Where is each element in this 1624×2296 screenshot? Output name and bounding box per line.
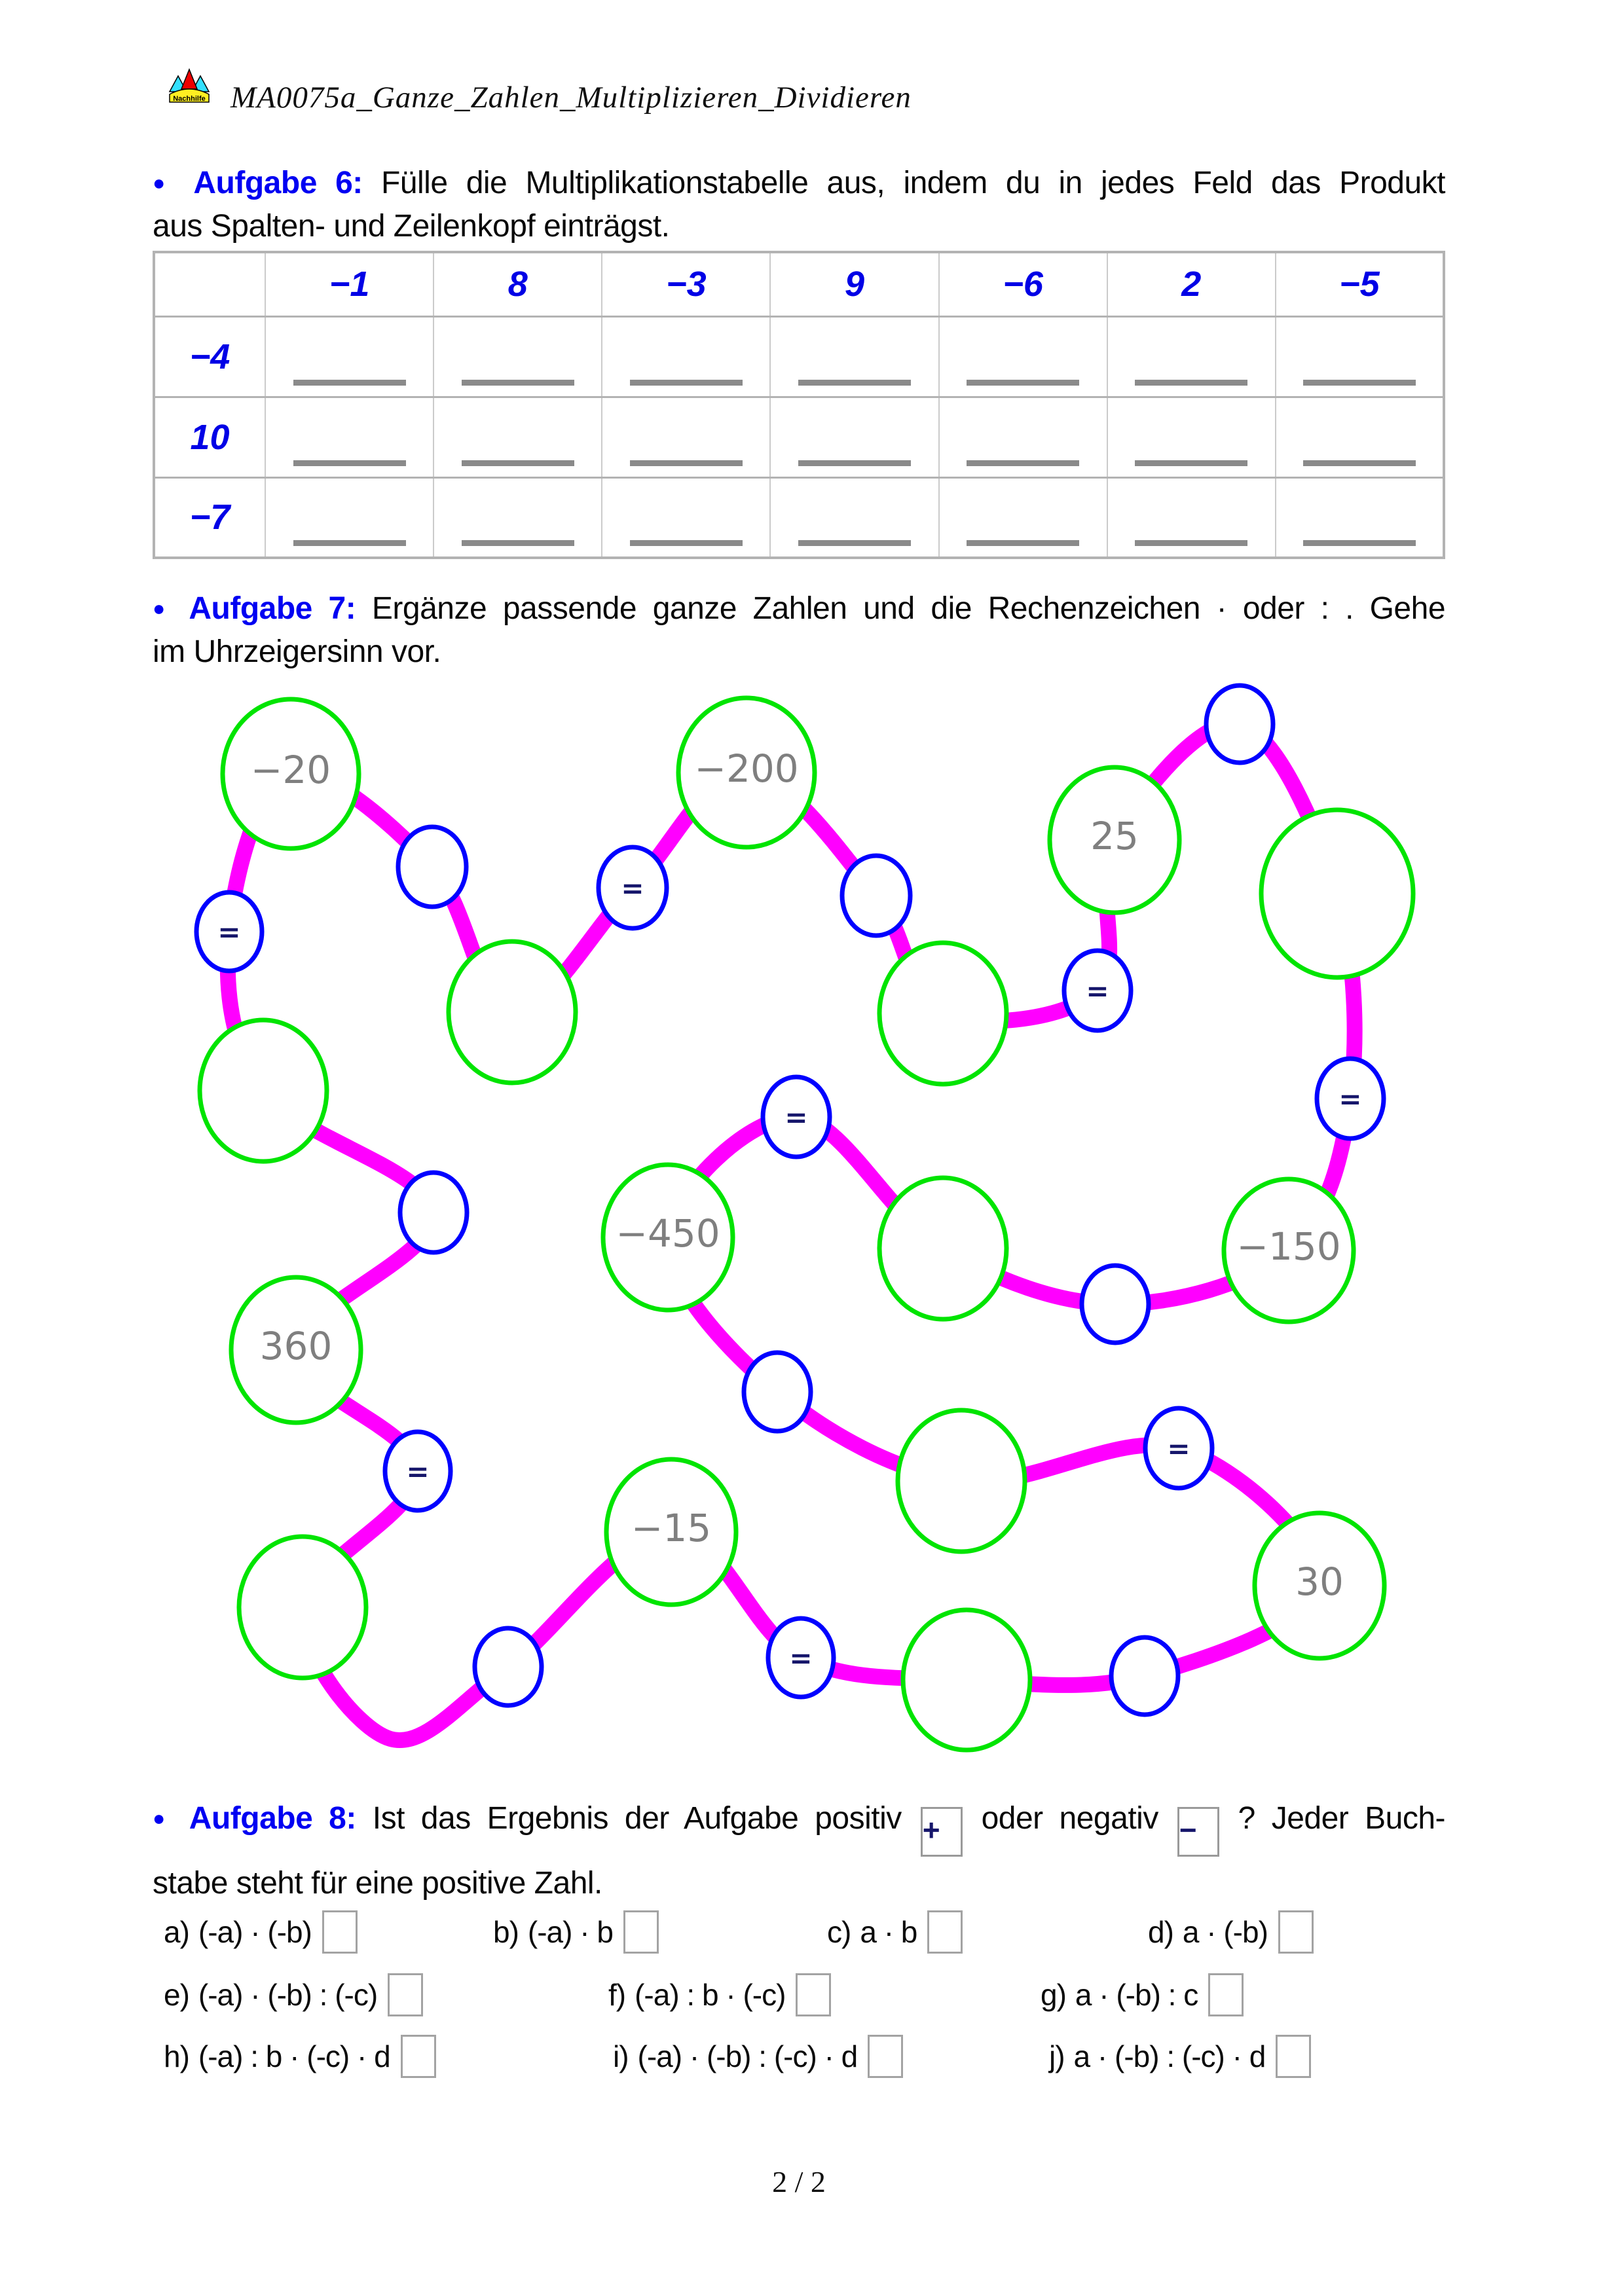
item-label: h) — [164, 2039, 189, 2073]
table-answer-cell[interactable] — [1107, 316, 1276, 397]
puzzle-empty-number-circle[interactable] — [200, 1020, 327, 1161]
answer-blank[interactable] — [798, 380, 911, 386]
table-answer-cell[interactable] — [770, 397, 938, 477]
task8-item — [164, 1910, 358, 1954]
item-expression: a · (-b) : (-c) · d — [1073, 2039, 1266, 2073]
task8-item — [164, 2035, 436, 2078]
puzzle-operator-circle[interactable] — [400, 1173, 467, 1252]
puzzle-empty-number-circle[interactable] — [1261, 810, 1413, 977]
equals-sign: = — [406, 1455, 430, 1487]
answer-blank[interactable] — [1135, 460, 1247, 466]
item-expression: (-a) · (-b) — [198, 1915, 312, 1949]
answer-blank[interactable] — [967, 380, 1079, 386]
table-answer-cell[interactable] — [602, 316, 770, 397]
table-answer-cell[interactable] — [1107, 397, 1276, 477]
table-answer-cell[interactable] — [265, 316, 434, 397]
puzzle-empty-number-circle[interactable] — [898, 1410, 1025, 1552]
equals-sign: = — [621, 872, 644, 904]
answer-box[interactable] — [1278, 1910, 1314, 1954]
task8-item — [827, 1910, 963, 1954]
table-row-header: −4 — [154, 316, 265, 397]
task8-item — [1049, 2035, 1311, 2078]
puzzle-empty-number-circle[interactable] — [239, 1537, 366, 1678]
item-label: e) — [164, 1978, 189, 2012]
item-label: f) — [608, 1978, 626, 2012]
table-answer-cell[interactable] — [434, 397, 602, 477]
equals-sign: = — [217, 916, 241, 948]
table-col-header: 8 — [434, 252, 602, 316]
task8-line2: stabe steht für eine positive Zahl. — [153, 1866, 602, 1901]
task6-line2: aus Spalten- und Zeilenkopf einträgst. — [153, 209, 670, 244]
task8-item — [608, 1973, 831, 2016]
table-col-header: 9 — [770, 252, 938, 316]
item-label: i) — [613, 2039, 629, 2073]
page-number: 2 / 2 — [772, 2165, 826, 2198]
minus-legend-box: − — [1177, 1807, 1219, 1857]
answer-blank[interactable] — [798, 460, 911, 466]
answer-blank[interactable] — [1303, 380, 1416, 386]
table-col-header: 2 — [1107, 252, 1276, 316]
table-answer-cell[interactable] — [265, 397, 434, 477]
equals-sign: = — [789, 1642, 813, 1674]
logo-text: Nachhilfe — [173, 95, 206, 103]
item-expression: (-a) · b — [527, 1915, 613, 1949]
answer-blank[interactable] — [1135, 540, 1247, 546]
table-answer-cell[interactable] — [939, 397, 1107, 477]
answer-box[interactable] — [388, 1973, 423, 2016]
multiplication-table — [153, 251, 1445, 559]
puzzle-operator-circle[interactable] — [744, 1353, 811, 1431]
puzzle-empty-number-circle[interactable] — [879, 943, 1006, 1084]
item-expression: (-a) · (-b) : (-c) · d — [637, 2039, 858, 2073]
puzzle-operator-circle[interactable] — [842, 856, 910, 936]
answer-blank[interactable] — [462, 380, 574, 386]
table-answer-cell[interactable] — [434, 316, 602, 397]
equals-sign: = — [1167, 1432, 1190, 1465]
task8-heading — [153, 1791, 1445, 1910]
task8-item — [493, 1910, 659, 1954]
table-answer-cell[interactable] — [770, 316, 938, 397]
item-expression: (-a) · (-b) : (-c) — [198, 1978, 378, 2012]
table-row-header: 10 — [154, 397, 265, 477]
puzzle-empty-number-circle[interactable] — [449, 941, 576, 1083]
answer-box[interactable] — [401, 2035, 436, 2078]
puzzle-value-label: −15 — [631, 1506, 712, 1550]
item-expression: (-a) : b · (-c) · d — [198, 2039, 390, 2073]
table-answer-cell[interactable] — [1276, 316, 1444, 397]
task7-label: Aufgabe 7: — [189, 591, 356, 626]
item-label: g) — [1041, 1978, 1066, 2012]
puzzle-value-label: −200 — [694, 746, 799, 791]
table-answer-cell[interactable] — [1276, 477, 1444, 558]
table-answer-cell[interactable] — [1107, 477, 1276, 558]
bullet-icon: ● — [153, 171, 175, 194]
nachhilfe-logo — [168, 68, 211, 106]
task6-line1 — [153, 161, 1445, 205]
table-row-header: −7 — [154, 477, 265, 558]
table-answer-cell[interactable] — [602, 477, 770, 558]
plus-legend-box: + — [921, 1807, 963, 1857]
task6-label: Aufgabe 6: — [193, 166, 363, 200]
task8-item — [613, 2035, 903, 2078]
equals-sign: = — [1338, 1083, 1362, 1115]
table-col-header: −5 — [1276, 252, 1444, 316]
table-answer-cell[interactable] — [939, 477, 1107, 558]
equals-sign: = — [1086, 975, 1109, 1007]
item-expression: (-a) : b · (-c) — [635, 1978, 786, 2012]
puzzle-empty-number-circle[interactable] — [879, 1178, 1006, 1319]
item-label: b) — [493, 1915, 519, 1949]
answer-box[interactable] — [322, 1910, 358, 1954]
answer-blank[interactable] — [462, 540, 574, 546]
answer-blank[interactable] — [1303, 540, 1416, 546]
item-label: j) — [1049, 2039, 1065, 2073]
puzzle-operator-circle[interactable] — [1206, 685, 1273, 763]
task8-item — [1148, 1910, 1314, 1954]
task6-heading — [153, 161, 1445, 248]
task8-item — [1041, 1973, 1244, 2016]
table-corner-cell — [154, 252, 265, 316]
task7-text1: Ergänze passende ganze Zahlen und die Rechenzeichen · oder : . Gehe — [371, 591, 1446, 626]
puzzle-operator-circle[interactable] — [1111, 1637, 1178, 1715]
answer-blank[interactable] — [630, 380, 743, 386]
task7-line1 — [153, 587, 1445, 630]
item-label: d) — [1148, 1915, 1173, 1949]
puzzle-value-label: −150 — [1236, 1224, 1341, 1269]
puzzle-value-label: −20 — [250, 748, 331, 792]
table-col-header: −6 — [939, 252, 1107, 316]
table-answer-cell[interactable] — [1276, 397, 1444, 477]
answer-box[interactable] — [1208, 1973, 1244, 2016]
answer-blank[interactable] — [630, 540, 743, 546]
answer-blank[interactable] — [1303, 460, 1416, 466]
task7-line2: im Uhrzeigersinn vor. — [153, 634, 441, 669]
answer-blank[interactable] — [293, 460, 406, 466]
puzzle-operator-circle[interactable] — [475, 1628, 542, 1705]
table-answer-cell[interactable] — [265, 477, 434, 558]
equals-sign: = — [784, 1101, 808, 1133]
table-answer-cell[interactable] — [434, 477, 602, 558]
task8-text2: oder negativ — [981, 1801, 1158, 1836]
puzzle-value-label: 30 — [1295, 1559, 1344, 1604]
bullet-icon: ● — [153, 1806, 173, 1830]
item-expression: a · b — [860, 1915, 917, 1949]
task7-heading — [153, 587, 1445, 674]
puzzle-value-label: −450 — [616, 1211, 720, 1256]
table-answer-cell[interactable] — [770, 477, 938, 558]
item-label: c) — [827, 1915, 851, 1949]
task8-label: Aufgabe 8: — [189, 1801, 356, 1836]
logo-center-peak — [181, 69, 197, 89]
answer-box[interactable] — [796, 1973, 831, 2016]
item-expression: a · (-b) : c — [1075, 1978, 1198, 2012]
puzzle-empty-number-circle[interactable] — [903, 1610, 1030, 1750]
task8-line1 — [153, 1791, 1445, 1857]
answer-box[interactable] — [623, 1910, 659, 1954]
bullet-icon: ● — [153, 596, 173, 620]
task8-text3: ? Jeder Buch- — [1238, 1801, 1446, 1836]
answer-blank[interactable] — [293, 540, 406, 546]
answer-box[interactable] — [868, 2035, 903, 2078]
item-expression: a · (-b) — [1182, 1915, 1268, 1949]
answer-blank[interactable] — [798, 540, 911, 546]
table-col-header: −3 — [602, 252, 770, 316]
puzzle-operator-circle[interactable] — [398, 827, 466, 907]
answer-box[interactable] — [927, 1910, 963, 1954]
answer-blank[interactable] — [967, 460, 1079, 466]
page-title: MA0075a_Ganze_Zahlen_Multiplizieren_Dividieren — [231, 81, 912, 115]
table-answer-cell[interactable] — [602, 397, 770, 477]
answer-box[interactable] — [1276, 2035, 1311, 2078]
answer-blank[interactable] — [630, 460, 743, 466]
task8-text1: Ist das Ergebnis der Aufgabe positiv — [372, 1801, 902, 1836]
puzzle-value-label: 25 — [1090, 814, 1139, 858]
answer-blank[interactable] — [967, 540, 1079, 546]
puzzle-operator-circle[interactable] — [1082, 1266, 1149, 1343]
table-col-header: −1 — [265, 252, 434, 316]
task8-item — [164, 1973, 423, 2016]
answer-blank[interactable] — [462, 460, 574, 466]
item-label: a) — [164, 1915, 189, 1949]
puzzle-value-label: 360 — [259, 1324, 333, 1368]
answer-blank[interactable] — [1135, 380, 1247, 386]
task6-text1: Fülle die Multiplikationstabelle aus, indem du in jedes Feld das Produkt — [380, 166, 1446, 200]
answer-blank[interactable] — [293, 380, 406, 386]
table-answer-cell[interactable] — [939, 316, 1107, 397]
number-chain-puzzle — [0, 668, 1624, 1781]
